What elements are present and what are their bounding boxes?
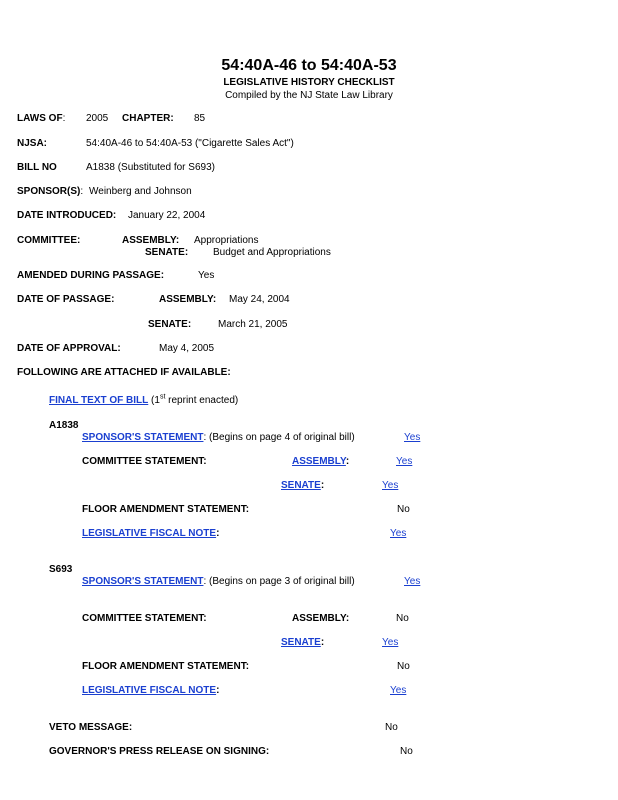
s693-floor-label: FLOOR AMENDMENT STATEMENT:	[82, 661, 250, 672]
date-of-passage-label: DATE OF PASSAGE:	[17, 294, 115, 305]
s693-fiscal-row	[82, 685, 219, 697]
a1838-senate-colon: :	[320, 480, 325, 491]
a1838-senate-row	[281, 480, 324, 492]
date-introduced-value: January 22, 2004	[128, 210, 206, 221]
s693-senate-yes-link[interactable]: Yes	[382, 637, 399, 648]
s693-fiscal-colon: :	[216, 685, 220, 696]
s693-bill-label: S693	[49, 564, 73, 575]
njsa-label: NJSA:	[17, 138, 48, 149]
sponsors-label: SPONSOR(S)	[17, 186, 81, 197]
passage-senate-label: SENATE:	[148, 319, 192, 330]
committee-senate-label: SENATE:	[145, 247, 189, 258]
press-release-label: GOVERNOR'S PRESS RELEASE ON SIGNING:	[49, 746, 270, 757]
a1838-assembly-link[interactable]: ASSEMBLY	[292, 456, 346, 467]
s693-sponsor-note: : (Begins on page 3 of original bill)	[203, 576, 355, 587]
committee-assembly-value: Appropriations	[194, 235, 259, 246]
final-text-link[interactable]: FINAL TEXT OF BILL	[49, 395, 149, 406]
page-title: 54:40A-46 to 54:40A-53	[221, 57, 397, 74]
passage-assembly-value: May 24, 2004	[229, 294, 290, 305]
final-text-pre: (1	[148, 395, 160, 406]
compiled-by: Compiled by the NJ State Law Library	[225, 90, 393, 101]
laws-of-label: LAWS OF	[17, 113, 63, 124]
s693-fiscal-note-link[interactable]: LEGISLATIVE FISCAL NOTE	[82, 685, 217, 696]
a1838-floor-value: No	[397, 504, 410, 515]
a1838-senate-link[interactable]: SENATE	[281, 480, 321, 491]
a1838-fiscal-note-link[interactable]: LEGISLATIVE FISCAL NOTE	[82, 528, 217, 539]
chapter-value: 85	[194, 113, 206, 124]
veto-value: No	[385, 722, 398, 733]
a1838-sponsor-statement-link[interactable]: SPONSOR'S STATEMENT	[82, 432, 204, 443]
a1838-fiscal-colon: :	[216, 528, 220, 539]
press-release-value: No	[400, 746, 413, 757]
laws-of-row	[17, 113, 65, 125]
amended-label: AMENDED DURING PASSAGE:	[17, 270, 165, 281]
laws-of-colon: :	[62, 113, 66, 124]
laws-of-value: 2005	[86, 113, 109, 124]
bill-no-value: A1838 (Substituted for S693)	[86, 162, 215, 173]
sponsors-value: Weinberg and Johnson	[89, 186, 192, 197]
a1838-floor-label: FLOOR AMENDMENT STATEMENT:	[82, 504, 250, 515]
a1838-fiscal-row	[82, 528, 219, 540]
s693-assembly-value: No	[396, 613, 409, 624]
sponsors-colon: :	[80, 186, 84, 197]
s693-sponsor-statement-link[interactable]: SPONSOR'S STATEMENT	[82, 576, 204, 587]
a1838-assembly-yes-link[interactable]: Yes	[396, 456, 413, 467]
final-text-row	[49, 395, 238, 407]
s693-sponsor-row	[82, 576, 355, 588]
attached-heading: FOLLOWING ARE ATTACHED IF AVAILABLE:	[17, 367, 231, 378]
passage-assembly-label: ASSEMBLY:	[159, 294, 217, 305]
njsa-value: 54:40A-46 to 54:40A-53 ("Cigarette Sales Act")	[86, 138, 294, 149]
s693-senate-row	[281, 637, 324, 649]
committee-senate-value: Budget and Appropriations	[213, 247, 331, 258]
committee-label: COMMITTEE:	[17, 235, 81, 246]
bill-no-label: BILL NO	[17, 162, 57, 173]
chapter-label: CHAPTER:	[122, 113, 174, 124]
a1838-sponsor-yes-link[interactable]: Yes	[404, 432, 421, 443]
passage-senate-value: March 21, 2005	[218, 319, 288, 330]
date-of-approval-label: DATE OF APPROVAL:	[17, 343, 121, 354]
committee-assembly-label: ASSEMBLY:	[122, 235, 180, 246]
s693-senate-link[interactable]: SENATE	[281, 637, 321, 648]
a1838-senate-yes-link[interactable]: Yes	[382, 480, 399, 491]
a1838-assembly-row	[292, 456, 349, 468]
sponsors-row	[17, 186, 83, 198]
s693-sponsor-yes-link[interactable]: Yes	[404, 576, 421, 587]
s693-assembly-label: ASSEMBLY:	[292, 613, 350, 624]
s693-floor-value: No	[397, 661, 410, 672]
a1838-sponsor-note: : (Begins on page 4 of original bill)	[203, 432, 355, 443]
date-introduced-label: DATE INTRODUCED:	[17, 210, 117, 221]
a1838-bill-label: A1838	[49, 420, 79, 431]
a1838-committee-label: COMMITTEE STATEMENT:	[82, 456, 207, 467]
a1838-assembly-colon: :	[345, 456, 350, 467]
final-text-sup: st	[159, 393, 166, 401]
veto-label: VETO MESSAGE:	[49, 722, 133, 733]
a1838-sponsor-row	[82, 432, 355, 444]
s693-committee-label: COMMITTEE STATEMENT:	[82, 613, 207, 624]
s693-senate-colon: :	[320, 637, 325, 648]
page-subtitle: LEGISLATIVE HISTORY CHECKLIST	[223, 77, 395, 88]
date-of-approval-value: May 4, 2005	[159, 343, 215, 354]
final-text-post: reprint enacted)	[165, 395, 239, 406]
a1838-fiscal-yes-link[interactable]: Yes	[390, 528, 407, 539]
s693-fiscal-yes-link[interactable]: Yes	[390, 685, 407, 696]
amended-value: Yes	[198, 270, 215, 281]
